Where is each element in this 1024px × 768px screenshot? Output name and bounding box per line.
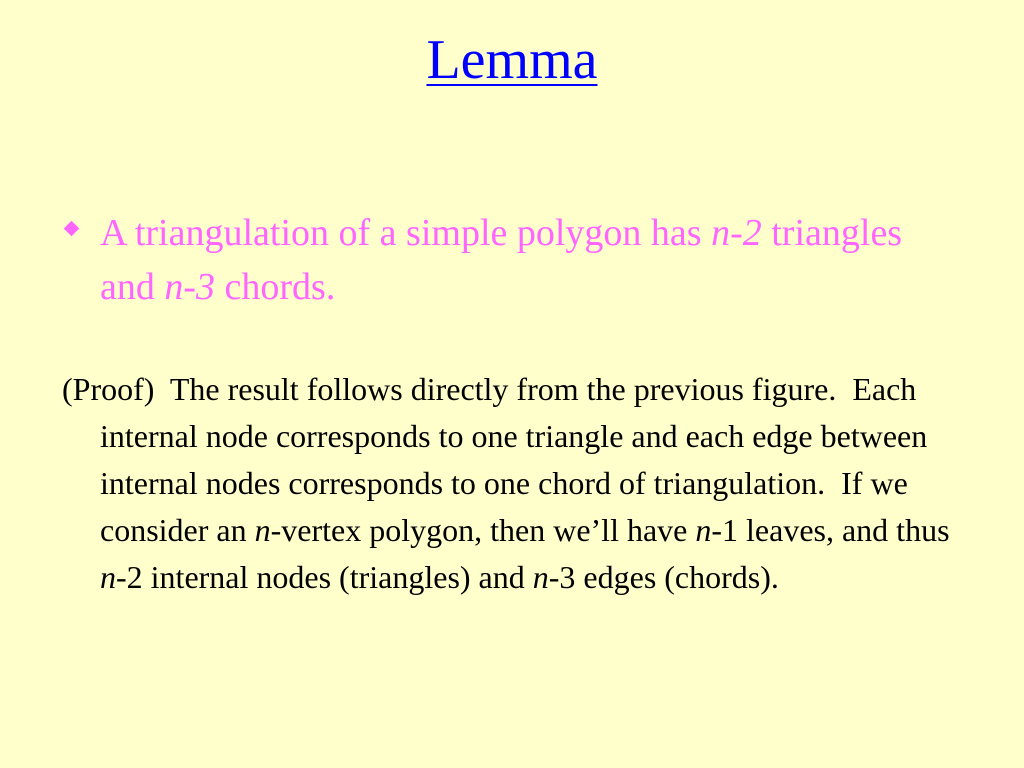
bullet-item — [60, 206, 960, 314]
diamond-bullet-icon — [64, 221, 80, 237]
proof-label: (Proof) — [62, 371, 155, 407]
proof-sentence: The result follows directly from the previous figure. — [169, 371, 837, 407]
bullet-text-part: A triangulation of a simple polygon has — [100, 212, 712, 254]
proof-paragraph — [62, 366, 982, 601]
proof-text-part: If we consider an — [100, 465, 908, 548]
proof-text-part: -3 edges (chords). — [548, 559, 779, 595]
bullet-text — [100, 206, 960, 314]
proof-italic-n: n — [532, 559, 549, 595]
bullet-text-part: chords. — [215, 266, 336, 308]
slide-title: Lemma — [426, 29, 598, 91]
proof-italic-n: n — [695, 512, 712, 548]
proof-italic-n: n — [254, 512, 271, 548]
bullet-text-part: triangles and — [100, 212, 903, 308]
bullet-italic-term: n-2 — [711, 212, 762, 254]
proof-text-part: -vertex polygon, then we’ll have — [270, 512, 696, 548]
proof-text-part: -1 leaves, and thus — [711, 512, 950, 548]
proof-italic-n: n — [100, 559, 116, 595]
proof-text-part: -2 internal nodes (triangles) and — [116, 559, 533, 595]
bullet-italic-term: n-3 — [164, 266, 216, 308]
proof-sentence: Each internal node corresponds to one triangle and each edge between internal nodes corresponds to one chord of triangulation. — [100, 371, 928, 501]
